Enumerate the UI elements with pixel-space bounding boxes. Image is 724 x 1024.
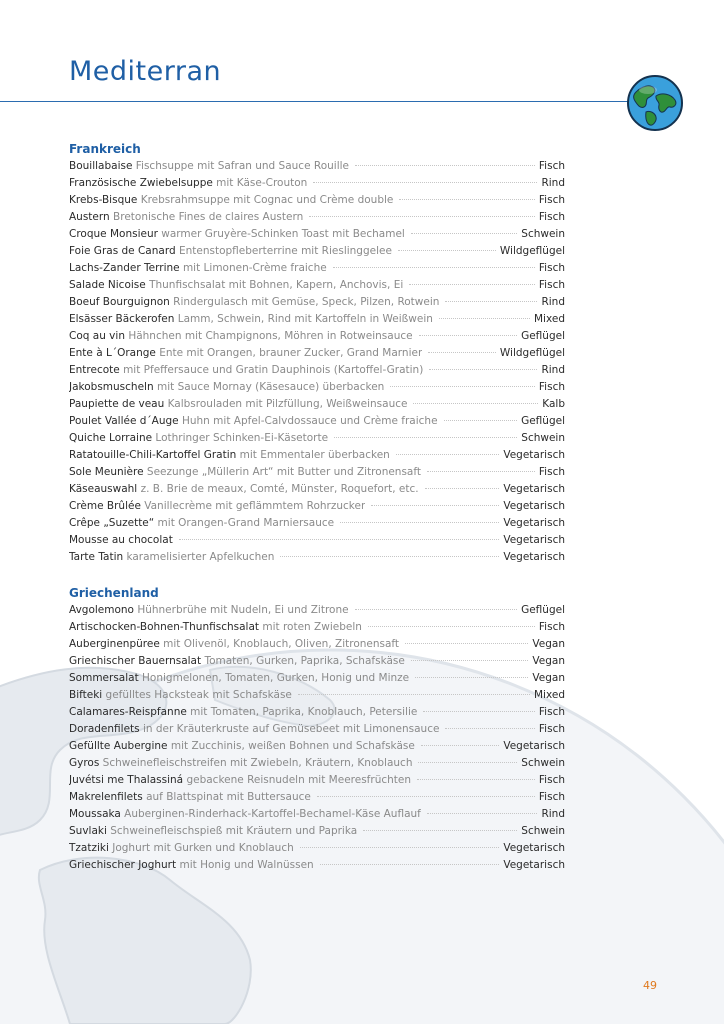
- dish-row: [69, 755, 565, 772]
- dish-description: gebackene Reisnudeln mit Meeresfrüchten: [183, 774, 412, 786]
- dish-description: mit Käse-Crouton: [212, 177, 308, 189]
- dish-row: [69, 379, 565, 396]
- dotted-leader: [411, 660, 529, 661]
- dish-category: Fisch: [538, 621, 565, 633]
- dish-text: [69, 687, 292, 704]
- dish-category: Geflügel: [521, 330, 565, 342]
- dish-description: Schweinefleischspieß mit Kräutern und Paprika: [106, 825, 358, 837]
- dish-text: [69, 857, 314, 874]
- dish-text: [69, 294, 439, 311]
- dish-name: Griechischer Bauernsalat: [69, 655, 202, 667]
- dish-text: [69, 209, 303, 226]
- dotted-leader: [355, 165, 535, 166]
- dish-category: Rind: [541, 808, 565, 820]
- dish-name: Jakobsmuscheln: [69, 381, 154, 393]
- dish-text: [69, 789, 311, 806]
- dotted-leader: [317, 796, 535, 797]
- menu-content: [69, 141, 565, 874]
- dish-text: [69, 772, 411, 789]
- dish-row: [69, 277, 565, 294]
- dotted-leader: [429, 369, 537, 370]
- dish-name: Käseauswahl: [69, 483, 138, 495]
- dish-description: Kalbsrouladen mit Pilzfüllung, Weißweinsauce: [164, 398, 408, 410]
- dish-category: Vegetarisch: [503, 534, 565, 546]
- dish-list: [69, 158, 565, 566]
- dish-description: Honigmelonen, Tomaten, Gurken, Honig und Minze: [138, 672, 410, 684]
- dish-text: [69, 806, 421, 823]
- dish-text: [69, 243, 392, 260]
- dotted-leader: [421, 745, 500, 746]
- dish-description: Fischsuppe mit Safran und Sauce Rouille: [132, 160, 349, 172]
- dish-row: [69, 857, 565, 874]
- dish-row: [69, 175, 565, 192]
- dish-text: [69, 430, 328, 447]
- dish-category: Rind: [541, 296, 565, 308]
- dish-row: [69, 311, 565, 328]
- dish-name: Quiche Lorraine: [69, 432, 153, 444]
- dish-row: [69, 823, 565, 840]
- dish-description: mit Honig und Walnüssen: [176, 859, 314, 871]
- dish-name: Austern: [69, 211, 110, 223]
- dotted-leader: [445, 728, 534, 729]
- dish-category: Schwein: [521, 757, 565, 769]
- dish-description: Hähnchen mit Champignons, Möhren in Rotweinsauce: [124, 330, 413, 342]
- dish-description: Entenstopfleberterrine mit Rieslinggelee: [175, 245, 392, 257]
- dish-text: [69, 447, 390, 464]
- dish-text: [69, 721, 439, 738]
- dish-name: Lachs-Zander Terrine: [69, 262, 180, 274]
- dish-category: Kalb: [542, 398, 565, 410]
- dish-name: Gefüllte Aubergine: [69, 740, 168, 752]
- dish-category: Vegetarisch: [503, 500, 565, 512]
- dish-name: Moussaka: [69, 808, 121, 820]
- dotted-leader: [411, 233, 517, 234]
- dish-description: mit Orangen-Grand Marniersauce: [154, 517, 335, 529]
- section-heading: Frankreich: [69, 142, 141, 156]
- dotted-leader: [309, 216, 535, 217]
- dish-name: Auberginenpüree: [69, 638, 160, 650]
- dotted-leader: [340, 522, 499, 523]
- dotted-leader: [398, 250, 496, 251]
- dish-row: [69, 498, 565, 515]
- section-frankreich: [69, 141, 565, 566]
- dish-text: [69, 328, 413, 345]
- dish-description: warmer Gruyère-Schinken Toast mit Bechamel: [157, 228, 405, 240]
- dish-name: Sommersalat: [69, 672, 139, 684]
- dish-name: Ratatouille-Chili-Kartoffel Gratin: [69, 449, 237, 461]
- dotted-leader: [417, 779, 535, 780]
- dish-name: Griechischer Joghurt: [69, 859, 177, 871]
- dish-category: Vegan: [532, 655, 565, 667]
- dish-description: Tomaten, Gurken, Paprika, Schafskäse: [201, 655, 405, 667]
- dish-name: Mousse au chocolat: [69, 534, 173, 546]
- dish-text: [69, 175, 307, 192]
- dish-category: Geflügel: [521, 415, 565, 427]
- dish-text: [69, 602, 349, 619]
- dish-description: Hühnerbrühe mit Nudeln, Ei und Zitrone: [133, 604, 349, 616]
- dish-category: Mixed: [534, 689, 565, 701]
- dish-category: Vegetarisch: [503, 842, 565, 854]
- dish-name: Sole Meunière: [69, 466, 144, 478]
- dish-category: Wildgeflügel: [499, 347, 565, 359]
- dotted-leader: [363, 830, 517, 831]
- dotted-leader: [313, 182, 537, 183]
- dish-row: [69, 362, 565, 379]
- dish-description: z. B. Brie de meaux, Comté, Münster, Roquefort, etc.: [137, 483, 419, 495]
- dish-description: mit Pfeffersauce und Gratin Dauphinois (Kartoffel-Gratin): [119, 364, 424, 376]
- dish-category: Geflügel: [521, 604, 565, 616]
- dish-name: Französische Zwiebelsuppe: [69, 177, 213, 189]
- dish-name: Tarte Tatin: [69, 551, 124, 563]
- dotted-leader: [320, 864, 500, 865]
- dish-category: Schwein: [521, 432, 565, 444]
- dish-text: [69, 226, 405, 243]
- dish-row: [69, 789, 565, 806]
- dish-category: Fisch: [538, 774, 565, 786]
- section-griechenland: [69, 585, 565, 874]
- dish-name: Crème Brûlée: [69, 500, 141, 512]
- dish-description: Rindergulasch mit Gemüse, Speck, Pilzen, Rotwein: [169, 296, 440, 308]
- dish-description: mit Olivenöl, Knoblauch, Oliven, Zitronensaft: [159, 638, 400, 650]
- dish-category: Fisch: [538, 791, 565, 803]
- dish-category: Vegetarisch: [503, 483, 565, 495]
- dish-description: in der Kräuterkruste auf Gemüsebeet mit Limonensauce: [139, 723, 440, 735]
- dish-description: mit Tomaten, Paprika, Knoblauch, Petersilie: [186, 706, 418, 718]
- dish-row: [69, 704, 565, 721]
- dish-text: [69, 158, 349, 175]
- dish-name: Bifteki: [69, 689, 103, 701]
- dish-description: Lothringer Schinken-Ei-Käsetorte: [152, 432, 329, 444]
- dish-name: Makrelenfilets: [69, 791, 143, 803]
- dish-list: [69, 602, 565, 874]
- dish-row: [69, 619, 565, 636]
- dish-row: [69, 532, 565, 549]
- dish-row: [69, 806, 565, 823]
- dish-category: Wildgeflügel: [499, 245, 565, 257]
- dish-category: Fisch: [538, 723, 565, 735]
- dotted-leader: [425, 488, 500, 489]
- dish-name: Krebs-Bisque: [69, 194, 138, 206]
- dish-description: mit Limonen-Crème fraiche: [179, 262, 327, 274]
- dotted-leader: [396, 454, 500, 455]
- dish-text: [69, 532, 173, 549]
- dish-category: Vegetarisch: [503, 740, 565, 752]
- dotted-leader: [427, 471, 535, 472]
- dish-text: [69, 464, 421, 481]
- dish-text: [69, 515, 334, 532]
- dotted-leader: [371, 505, 499, 506]
- title-divider: [0, 101, 636, 102]
- dish-row: [69, 772, 565, 789]
- dish-name: Poulet Vallée d´Auge: [69, 415, 179, 427]
- dotted-leader: [409, 284, 535, 285]
- dish-text: [69, 823, 357, 840]
- dish-category: Fisch: [538, 466, 565, 478]
- dotted-leader: [399, 199, 535, 200]
- dish-category: Vegetarisch: [503, 859, 565, 871]
- dish-row: [69, 396, 565, 413]
- dish-name: Salade Nicoise: [69, 279, 146, 291]
- dish-row: [69, 840, 565, 857]
- dish-name: Crêpe „Suzette“: [69, 517, 155, 529]
- dish-row: [69, 294, 565, 311]
- dish-row: [69, 636, 565, 653]
- dotted-leader: [418, 762, 517, 763]
- dish-text: [69, 379, 384, 396]
- dish-description: mit roten Zwiebeln: [259, 621, 362, 633]
- dish-description: Ente mit Orangen, brauner Zucker, Grand Marnier: [155, 347, 423, 359]
- earth-globe-icon: [626, 74, 684, 132]
- dish-description: Joghurt mit Gurken und Knoblauch: [108, 842, 294, 854]
- dish-name: Paupiette de veau: [69, 398, 165, 410]
- dish-name: Coq au vin: [69, 330, 125, 342]
- dish-text: [69, 277, 403, 294]
- section-heading: Griechenland: [69, 586, 159, 600]
- dish-name: Bouillabaise: [69, 160, 133, 172]
- dish-description: Vanillecrème mit geflämmtem Rohrzucker: [140, 500, 366, 512]
- dotted-leader: [334, 437, 517, 438]
- dish-text: [69, 755, 412, 772]
- dotted-leader: [428, 352, 496, 353]
- dish-row: [69, 653, 565, 670]
- dotted-leader: [413, 403, 538, 404]
- dish-text: [69, 260, 327, 277]
- dish-row: [69, 430, 565, 447]
- dotted-leader: [298, 694, 530, 695]
- dish-row: [69, 738, 565, 755]
- dish-description: mit Sauce Mornay (Käsesauce) überbacken: [153, 381, 385, 393]
- dotted-leader: [415, 677, 528, 678]
- dotted-leader: [179, 539, 500, 540]
- dish-name: Juvétsi me Thalassiná: [69, 774, 184, 786]
- dish-text: [69, 738, 415, 755]
- dish-category: Rind: [541, 364, 565, 376]
- dish-category: Vegetarisch: [503, 551, 565, 563]
- dish-category: Rind: [541, 177, 565, 189]
- dish-row: [69, 515, 565, 532]
- dish-text: [69, 636, 399, 653]
- dish-text: [69, 498, 365, 515]
- dish-row: [69, 243, 565, 260]
- dish-row: [69, 721, 565, 738]
- dish-text: [69, 704, 417, 721]
- dish-row: [69, 158, 565, 175]
- dish-category: Schwein: [521, 825, 565, 837]
- dish-name: Suvlaki: [69, 825, 107, 837]
- page-title: Mediterran: [69, 56, 222, 87]
- dish-name: Entrecote: [69, 364, 120, 376]
- dotted-leader: [300, 847, 500, 848]
- dish-category: Vegan: [532, 638, 565, 650]
- dish-text: [69, 362, 423, 379]
- dish-name: Elsässer Bäckerofen: [69, 313, 175, 325]
- dish-description: Schweinefleischstreifen mit Zwiebeln, Kräutern, Knoblauch: [99, 757, 413, 769]
- dotted-leader: [333, 267, 535, 268]
- dish-text: [69, 619, 362, 636]
- dish-category: Vegetarisch: [503, 517, 565, 529]
- dish-text: [69, 670, 409, 687]
- dish-description: Seezunge „Müllerin Art“ mit Butter und Zitronensaft: [143, 466, 421, 478]
- dish-name: Gyros: [69, 757, 100, 769]
- dotted-leader: [280, 556, 499, 557]
- dish-text: [69, 653, 405, 670]
- dotted-leader: [423, 711, 535, 712]
- dish-category: Vegan: [532, 672, 565, 684]
- dotted-leader: [390, 386, 535, 387]
- dish-row: [69, 345, 565, 362]
- dish-category: Fisch: [538, 381, 565, 393]
- dish-row: [69, 192, 565, 209]
- dish-description: Krebsrahmsuppe mit Cognac und Crème double: [137, 194, 394, 206]
- dish-description: Bretonische Fines de claires Austern: [109, 211, 304, 223]
- dish-row: [69, 549, 565, 566]
- dish-text: [69, 840, 294, 857]
- dish-text: [69, 396, 407, 413]
- dotted-leader: [427, 813, 538, 814]
- dish-text: [69, 481, 419, 498]
- dish-description: mit Emmentaler überbacken: [236, 449, 390, 461]
- dotted-leader: [439, 318, 530, 319]
- dish-row: [69, 464, 565, 481]
- page-number: 49: [643, 979, 657, 992]
- dish-category: Fisch: [538, 160, 565, 172]
- dish-description: Auberginen-Rinderhack-Kartoffel-Bechamel-Käse Auflauf: [120, 808, 421, 820]
- dish-category: Schwein: [521, 228, 565, 240]
- dotted-leader: [444, 420, 518, 421]
- dotted-leader: [368, 626, 535, 627]
- dish-row: [69, 209, 565, 226]
- dish-name: Tzatziki: [69, 842, 109, 854]
- dish-name: Avgolemono: [69, 604, 134, 616]
- dish-category: Fisch: [538, 706, 565, 718]
- dish-category: Fisch: [538, 262, 565, 274]
- dish-description: Thunfischsalat mit Bohnen, Kapern, Anchovis, Ei: [145, 279, 404, 291]
- dish-description: karamelisierter Apfelkuchen: [123, 551, 275, 563]
- dish-row: [69, 481, 565, 498]
- dish-row: [69, 670, 565, 687]
- dish-category: Fisch: [538, 279, 565, 291]
- dish-description: auf Blattspinat mit Buttersauce: [142, 791, 311, 803]
- dish-name: Foie Gras de Canard: [69, 245, 176, 257]
- dish-description: Huhn mit Apfel-Calvdossauce und Crème fraiche: [178, 415, 438, 427]
- dish-category: Mixed: [534, 313, 565, 325]
- dish-name: Ente à L´Orange: [69, 347, 156, 359]
- dish-row: [69, 226, 565, 243]
- dish-row: [69, 687, 565, 704]
- dotted-leader: [405, 643, 528, 644]
- dish-category: Vegetarisch: [503, 449, 565, 461]
- dish-row: [69, 260, 565, 277]
- dish-text: [69, 345, 422, 362]
- dish-name: Calamares-Reispfanne: [69, 706, 187, 718]
- dotted-leader: [419, 335, 517, 336]
- dish-name: Croque Monsieur: [69, 228, 158, 240]
- dotted-leader: [445, 301, 537, 302]
- dish-row: [69, 328, 565, 345]
- dish-description: mit Zucchinis, weißen Bohnen und Schafskäse: [167, 740, 415, 752]
- dish-row: [69, 413, 565, 430]
- dish-description: gefülltes Hacksteak mit Schafskäse: [102, 689, 292, 701]
- dish-name: Artischocken-Bohnen-Thunfischsalat: [69, 621, 260, 633]
- dish-text: [69, 311, 433, 328]
- dish-description: Lamm, Schwein, Rind mit Kartoffeln in Weißwein: [174, 313, 433, 325]
- dish-text: [69, 413, 438, 430]
- dish-category: Fisch: [538, 211, 565, 223]
- dish-name: Boeuf Bourguignon: [69, 296, 170, 308]
- dish-row: [69, 447, 565, 464]
- dish-category: Fisch: [538, 194, 565, 206]
- dish-text: [69, 192, 393, 209]
- dish-row: [69, 602, 565, 619]
- dish-name: Doradenfilets: [69, 723, 140, 735]
- dotted-leader: [355, 609, 517, 610]
- dish-text: [69, 549, 274, 566]
